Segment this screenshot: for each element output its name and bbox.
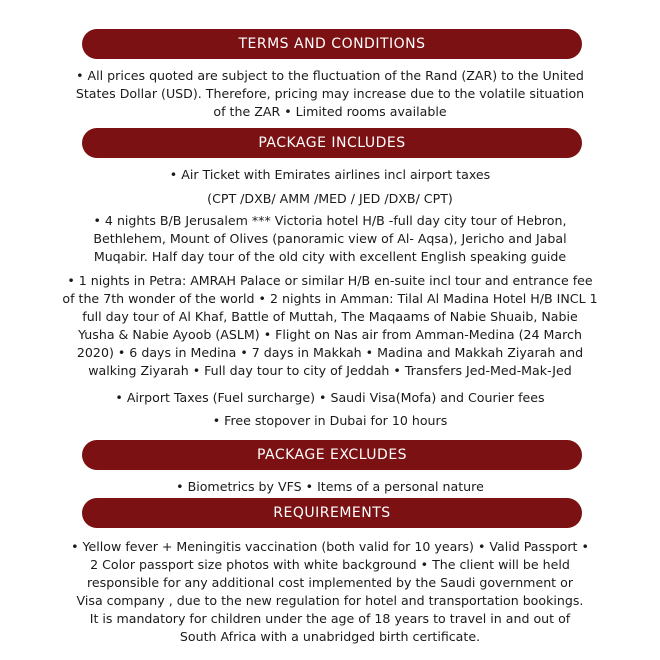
terms-line: States Dollar (USD). Therefore, pricing may increase due to the volatile situation	[75, 86, 585, 101]
taxes-text: • Airport Taxes (Fuel surcharge) • Saudi Visa(Mofa) and Courier fees	[115, 390, 545, 405]
jerusalem-text	[12, 212, 648, 266]
jerusalem-line: Muqabir. Half day tour of the old city with excellent English speaking guide	[93, 249, 567, 264]
excludes-heading: PACKAGE EXCLUDES	[256, 447, 408, 463]
petra-line: walking Ziyarah • Full day tour to city of Jeddah • Transfers Jed-Med-Mak-Jed	[88, 363, 572, 378]
route-text: (CPT /DXB/ AMM /MED / JED /DXB/ CPT)	[207, 191, 453, 206]
petra-line: full day tour of Al Khaf, Battle of Muttah, The Maqaams of Nabie Shuaib, Nabie	[82, 309, 578, 324]
requirements-line: Visa company , due to the new regulation for hotel and transportation bookings.	[76, 593, 584, 608]
requirements-line: South Africa with a unabridged birth certificate.	[179, 629, 481, 644]
requirements-text	[12, 538, 648, 646]
requirements-heading: REQUIREMENTS	[273, 505, 391, 521]
terms-heading: TERMS AND CONDITIONS	[238, 36, 426, 52]
petra-line: 2020) • 6 days in Medina • 7 days in Makkah • Madina and Makkah Ziyarah and	[76, 345, 584, 360]
stopover-text: • Free stopover in Dubai for 10 hours	[212, 413, 448, 428]
requirements-line: 2 Color passport size photos with white background • The client will be held	[90, 557, 570, 572]
terms-line: • All prices quoted are subject to the fluctuation of the Rand (ZAR) to the United	[76, 68, 584, 83]
includes-heading-banner	[82, 128, 582, 158]
requirements-line: • Yellow fever + Meningitis vaccination (both valid for 10 years) • Valid Passport •	[71, 539, 589, 554]
requirements-heading-banner	[82, 498, 582, 528]
terms-line: of the ZAR • Limited rooms available	[213, 104, 447, 119]
terms-heading-banner	[82, 29, 582, 59]
excludes-heading-banner	[82, 440, 582, 470]
terms-text	[12, 67, 648, 121]
petra-line: Yusha & Nabie Ayoob (ASLM) • Flight on Nas air from Amman-Medina (24 March	[78, 327, 582, 342]
air-ticket-text: • Air Ticket with Emirates airlines incl airport taxes	[169, 167, 491, 182]
petra-text	[12, 272, 648, 380]
jerusalem-line: Bethlehem, Mount of Olives (panoramic view of Al- Aqsa), Jericho and Jabal	[93, 231, 567, 246]
requirements-line: It is mandatory for children under the age of 18 years to travel in and out of	[89, 611, 571, 626]
petra-line: of the 7th wonder of the world • 2 nights in Amman: Tilal Al Madina Hotel H/B INCL 1	[62, 291, 598, 306]
excludes-text: • Biometrics by VFS • Items of a personal nature	[176, 479, 484, 494]
requirements-line: responsible for any additional cost implemented by the Saudi government or	[86, 575, 573, 590]
jerusalem-line: • 4 nights B/B Jerusalem *** Victoria hotel H/B -full day city tour of Hebron,	[93, 213, 567, 228]
petra-line: • 1 nights in Petra: AMRAH Palace or similar H/B en-suite incl tour and entrance fee	[67, 273, 593, 288]
includes-heading: PACKAGE INCLUDES	[258, 135, 406, 151]
